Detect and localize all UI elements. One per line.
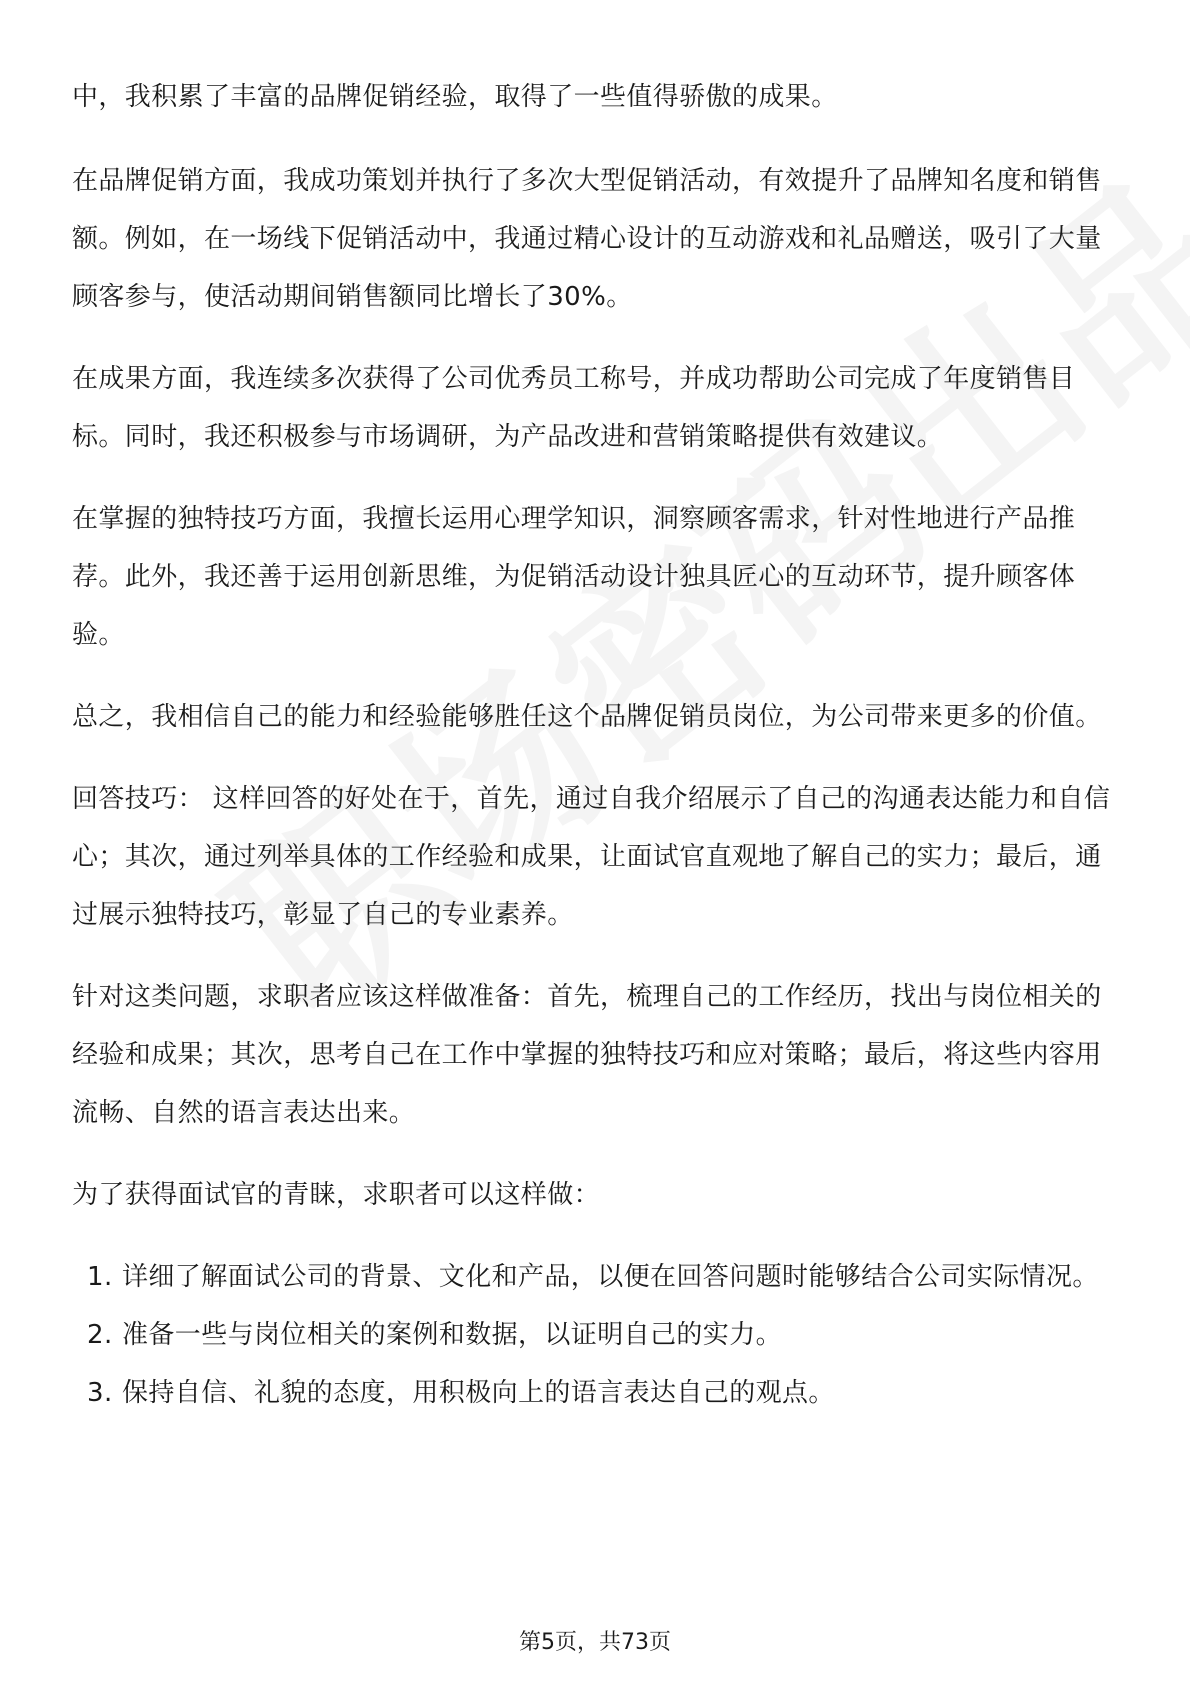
list-item <box>72 1306 1122 1364</box>
paragraph-brand-promotion: 在品牌促销方面，我成功策划并执行了多次大型促销活动，有效提升了品牌知名度和销售额。例如，在一场线下促销活动中，我通过精心设计的互动游戏和礼品赠送，吸引了大量顾客参与，使活动期间销售额同比增长了30%。 <box>72 166 1102 312</box>
page-number-footer: 第5页，共73页 <box>519 1630 671 1655</box>
list-item-text: 准备一些与岗位相关的案例和数据，以证明自己的实力。 <box>122 1320 783 1350</box>
list-item-number: 1. <box>87 1262 113 1292</box>
list-item <box>72 1364 1122 1422</box>
list-item <box>72 1248 1122 1306</box>
paragraph-conclusion: 总之，我相信自己的能力和经验能够胜任这个品牌促销员岗位，为公司带来更多的价值。 <box>72 702 1102 732</box>
paragraph-preparation: 针对这类问题，求职者应该这样做准备：首先，梳理自己的工作经历，找出与岗位相关的经验和成果；其次，思考自己在工作中掌握的独特技巧和应对策略；最后，将这些内容用流畅、自然的语言表达出来。 <box>72 982 1102 1128</box>
paragraph-achievements: 在成果方面，我连续多次获得了公司优秀员工称号，并成功帮助公司完成了年度销售目标。同时，我还积极参与市场调研，为产品改进和营销策略提供有效建议。 <box>72 364 1076 452</box>
document-body <box>72 68 1122 1422</box>
paragraph-unique-skills: 在掌握的独特技巧方面，我擅长运用心理学知识，洞察顾客需求，针对性地进行产品推荐。此外，我还善于运用创新思维，为促销活动设计独具匠心的互动环节，提升顾客体验。 <box>72 504 1076 650</box>
list-item-number: 2. <box>87 1320 113 1350</box>
list-item-number: 3. <box>87 1378 113 1408</box>
list-item-text: 保持自信、礼貌的态度，用积极向上的语言表达自己的观点。 <box>122 1378 835 1408</box>
paragraph-answer-tips: 回答技巧： 这样回答的好处在于，首先，通过自我介绍展示了自己的沟通表达能力和自信心；其次，通过列举具体的工作经验和成果，让面试官直观地了解自己的实力；最后，通过展示独特技巧，彰显了自己的专业素养。 <box>72 784 1111 930</box>
paragraph-experience-intro: 中，我积累了丰富的品牌促销经验，取得了一些值得骄傲的成果。 <box>72 82 838 112</box>
tips-list <box>72 1248 1122 1422</box>
paragraph-list-intro: 为了获得面试官的青睐，求职者可以这样做： <box>72 1180 601 1210</box>
list-item-text: 详细了解面试公司的背景、文化和产品，以便在回答问题时能够结合公司实际情况。 <box>122 1262 1099 1292</box>
